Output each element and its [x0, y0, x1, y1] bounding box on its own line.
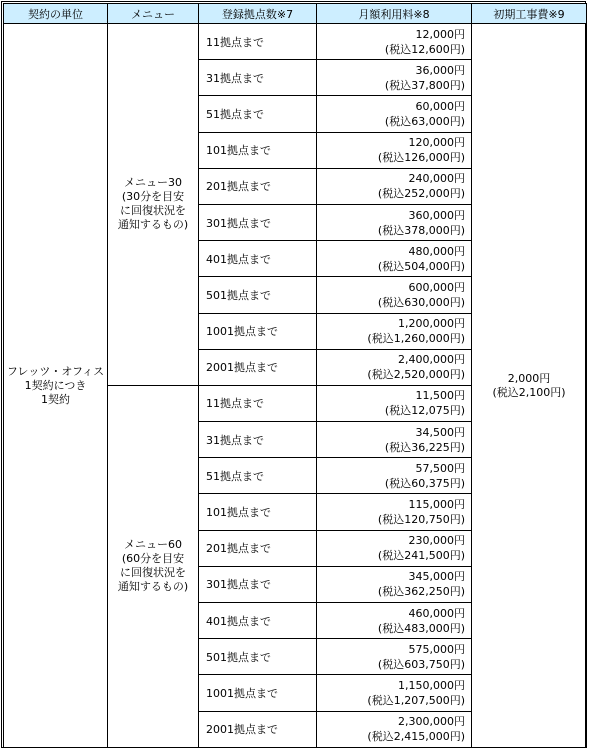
- monthly-fee-price: 115,000円: [408, 498, 465, 512]
- points-cell: 401拠点まで: [199, 241, 317, 277]
- setup-fee-tax: (税込2,100円): [492, 385, 566, 399]
- monthly-fee-tax: (税込241,500円): [377, 549, 465, 563]
- monthly-fee-price: 11,500円: [415, 389, 465, 403]
- menu-cell: [108, 385, 199, 747]
- points-cell: 11拠点まで: [199, 24, 317, 60]
- monthly-fee-tax: (税込603,750円): [377, 657, 465, 671]
- monthly-fee-price: 57,500円: [415, 461, 465, 475]
- monthly-fee-tax: (税込378,000円): [377, 223, 465, 237]
- contract-unit-cell: [4, 24, 108, 748]
- points-cell: 51拠点まで: [199, 458, 317, 494]
- header-monthly-fee: 月額利用料※8: [317, 4, 472, 24]
- monthly-fee-cell: [317, 168, 472, 204]
- monthly-fee-price: 230,000円: [408, 534, 465, 548]
- monthly-fee-tax: (税込12,600円): [384, 42, 465, 56]
- points-cell: 201拠点まで: [199, 168, 317, 204]
- header-setup-fee: 初期工事費※9: [472, 4, 587, 24]
- pricing-table: [3, 3, 587, 748]
- menu-line: (60分を目安: [121, 552, 185, 566]
- monthly-fee-cell: [317, 241, 472, 277]
- monthly-fee-price: 240,000円: [408, 172, 465, 186]
- monthly-fee-cell: [317, 96, 472, 132]
- points-cell: 301拠点まで: [199, 566, 317, 602]
- monthly-fee-cell: [317, 24, 472, 60]
- monthly-fee-tax: (税込12,075円): [384, 404, 465, 418]
- header-row: [4, 4, 587, 24]
- monthly-fee-price: 36,000円: [415, 63, 465, 77]
- monthly-fee-cell: [317, 566, 472, 602]
- monthly-fee-cell: [317, 458, 472, 494]
- monthly-fee-tax: (税込126,000円): [377, 151, 465, 165]
- monthly-fee-tax: (税込1,260,000円): [367, 332, 465, 346]
- monthly-fee-tax: (税込483,000円): [377, 621, 465, 635]
- points-cell: 2001拠点まで: [199, 711, 317, 747]
- table-body: [4, 24, 587, 748]
- menu-line: に回復状況を: [120, 204, 186, 218]
- contract-unit-line: フレッツ・オフィス: [6, 364, 105, 378]
- monthly-fee-cell: [317, 639, 472, 675]
- menu-line: 通知するもの): [117, 218, 189, 232]
- monthly-fee-cell: [317, 530, 472, 566]
- monthly-fee-cell: [317, 313, 472, 349]
- points-cell: 2001拠点まで: [199, 349, 317, 385]
- points-cell: 1001拠点まで: [199, 675, 317, 711]
- monthly-fee-tax: (税込37,800円): [384, 78, 465, 92]
- points-cell: 11拠点まで: [199, 385, 317, 421]
- menu-cell: [108, 24, 199, 386]
- points-cell: 101拠点まで: [199, 494, 317, 530]
- setup-fee-cell: [472, 24, 587, 748]
- monthly-fee-tax: (税込63,000円): [384, 114, 465, 128]
- points-cell: 31拠点まで: [199, 422, 317, 458]
- menu-line: 通知するもの): [117, 580, 189, 594]
- contract-unit-line: 1契約: [41, 392, 70, 406]
- monthly-fee-price: 600,000円: [408, 280, 465, 294]
- monthly-fee-price: 1,200,000円: [398, 317, 465, 331]
- monthly-fee-tax: (税込120,750円): [377, 513, 465, 527]
- monthly-fee-price: 12,000円: [415, 27, 465, 41]
- points-cell: 31拠点まで: [199, 60, 317, 96]
- points-cell: 501拠点まで: [199, 277, 317, 313]
- monthly-fee-price: 120,000円: [408, 136, 465, 150]
- menu-line: に回復状況を: [120, 566, 186, 580]
- monthly-fee-cell: [317, 204, 472, 240]
- monthly-fee-cell: [317, 603, 472, 639]
- monthly-fee-cell: [317, 277, 472, 313]
- monthly-fee-cell: [317, 711, 472, 747]
- monthly-fee-cell: [317, 422, 472, 458]
- monthly-fee-tax: (税込36,225円): [384, 440, 465, 454]
- monthly-fee-cell: [317, 60, 472, 96]
- table-row: [4, 24, 587, 60]
- monthly-fee-price: 480,000円: [408, 244, 465, 258]
- header-points: 登録拠点数※7: [199, 4, 317, 24]
- monthly-fee-tax: (税込630,000円): [377, 295, 465, 309]
- points-cell: 1001拠点まで: [199, 313, 317, 349]
- points-cell: 51拠点まで: [199, 96, 317, 132]
- monthly-fee-price: 34,500円: [415, 425, 465, 439]
- monthly-fee-cell: [317, 349, 472, 385]
- monthly-fee-cell: [317, 494, 472, 530]
- monthly-fee-price: 60,000円: [415, 99, 465, 113]
- monthly-fee-price: 2,300,000円: [398, 715, 465, 729]
- monthly-fee-tax: (税込60,375円): [384, 476, 465, 490]
- points-cell: 401拠点まで: [199, 603, 317, 639]
- monthly-fee-tax: (税込504,000円): [377, 259, 465, 273]
- monthly-fee-cell: [317, 132, 472, 168]
- monthly-fee-tax: (税込362,250円): [377, 585, 465, 599]
- monthly-fee-price: 345,000円: [408, 570, 465, 584]
- points-cell: 201拠点まで: [199, 530, 317, 566]
- monthly-fee-cell: [317, 675, 472, 711]
- monthly-fee-tax: (税込2,415,000円): [367, 730, 465, 744]
- monthly-fee-price: 2,400,000円: [398, 353, 465, 367]
- menu-line: (30分を目安: [121, 190, 185, 204]
- monthly-fee-cell: [317, 385, 472, 421]
- monthly-fee-tax: (税込252,000円): [377, 187, 465, 201]
- monthly-fee-price: 360,000円: [408, 208, 465, 222]
- header-menu: メニュー: [108, 4, 199, 24]
- monthly-fee-tax: (税込2,520,000円): [367, 368, 465, 382]
- points-cell: 101拠点まで: [199, 132, 317, 168]
- points-cell: 301拠点まで: [199, 204, 317, 240]
- monthly-fee-tax: (税込1,207,500円): [367, 693, 465, 707]
- points-cell: 501拠点まで: [199, 639, 317, 675]
- monthly-fee-price: 575,000円: [408, 642, 465, 656]
- monthly-fee-price: 460,000円: [408, 606, 465, 620]
- menu-line: メニュー30: [124, 176, 182, 190]
- monthly-fee-price: 1,150,000円: [398, 678, 465, 692]
- setup-fee-price: 2,000円: [507, 371, 551, 385]
- contract-unit-line: 1契約につき: [24, 378, 87, 392]
- menu-line: メニュー60: [124, 538, 182, 552]
- header-unit: 契約の単位: [4, 4, 108, 24]
